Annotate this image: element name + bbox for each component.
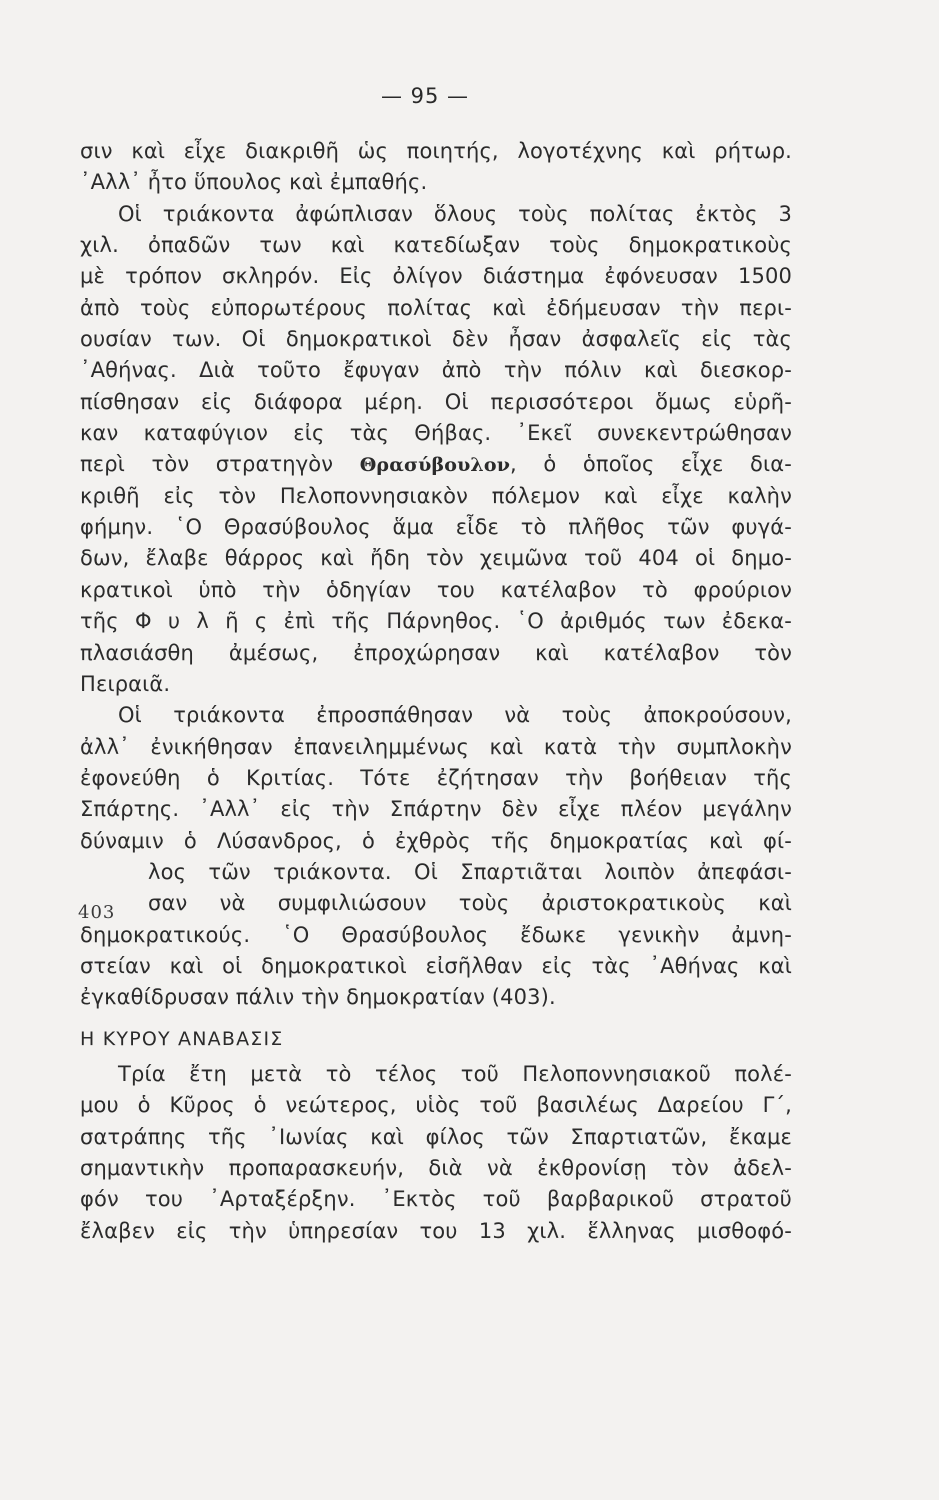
- text-line: Τρία ἔτη μετὰ τὸ τέλος τοῦ Πελοποννησιακοῦ πολέ-: [118, 1061, 792, 1086]
- text-line: [80, 449, 792, 480]
- page-number: — 95 —: [380, 84, 470, 108]
- text-line: ἀλλ᾽ ἐνικήθησαν ἐπανειλημμένως καὶ κατὰ τὴν συμπλοκὴν: [80, 734, 792, 759]
- text-line: καν καταφύγιον εἰς τὰς Θήβας. ᾿Εκεῖ συνεκεντρώθησαν: [80, 421, 792, 446]
- section-heading: Η ΚΥΡΟΥ ΑΝΑΒΑΣΙΣ: [80, 1027, 284, 1050]
- text-line: κρατικοὶ ὑπὸ τὴν ὁδηγίαν του κατέλαβον τὸ φρούριον: [80, 577, 792, 602]
- text-line: ᾿Αθήνας. Διὰ τοῦτο ἔφυγαν ἀπὸ τὴν πόλιν καὶ διεσκορ-: [80, 358, 792, 383]
- text-line: δων, ἔλαβε θάρρος καὶ ἤδη τὸν χειμῶνα τοῦ 404 οἱ δημο-: [80, 546, 792, 571]
- text-line: πίσθησαν εἰς διάφορα μέρη. Οἱ περισσότεροι ὅμως εὑρῆ-: [80, 389, 792, 414]
- text-line: τῆς Φ υ λ ῆ ς ἐπὶ τῆς Πάρνηθος. ῾Ο ἀριθμός των ἐδεκα-: [80, 609, 792, 634]
- text-line: κριθῆ εἰς τὸν Πελοποννησιακὸν πόλεμον καὶ εἶχε καλὴν: [80, 483, 792, 508]
- text-line: δημοκρατικούς. ῾Ο Θρασύβουλος ἔδωκε γενικὴν ἀμνη-: [80, 922, 792, 947]
- text-line: ἀπὸ τοὺς εὐπορωτέρους πολίτας καὶ ἐδήμευσαν τὴν περι-: [80, 295, 792, 320]
- text-line: στείαν καὶ οἱ δημοκρατικοὶ εἰσῆλθαν εἰς τὰς ᾿Αθήνας καὶ: [80, 953, 792, 978]
- text-line: Σπάρτης. ᾿Αλλ᾽ εἰς τὴν Σπάρτην δὲν εἶχε πλέον μεγάλην: [80, 797, 792, 822]
- text-line: σημαντικὴν προπαρασκευήν, διὰ νὰ ἐκθρονίσῃ τὸν ἀδελ-: [80, 1156, 792, 1180]
- text-line: ἐφονεύθη ὁ Κριτίας. Τότε ἐζήτησαν τὴν βοήθειαν τῆς: [80, 765, 792, 790]
- text-line: φόν του ᾿Αρταξέρξην. ᾿Εκτὸς τοῦ βαρβαρικοῦ στρατοῦ: [80, 1187, 792, 1212]
- text-fragment: , ὁ ὁποῖος εἶχε δια-: [510, 452, 793, 477]
- text-line: ουσίαν των. Οἱ δημοκρατικοὶ δὲν ἦσαν ἀσφαλεῖς εἰς τὰς: [80, 327, 792, 352]
- text-line: σαν νὰ συμφιλιώσουν τοὺς ἀριστοκρατικοὺς καὶ: [148, 891, 792, 916]
- text-line: ᾿Αλλ᾽ ἦτο ὕπουλος καὶ ἐμπαθής.: [80, 170, 428, 195]
- margin-year-note: 403: [78, 902, 116, 923]
- text-line: πλασιάσθη ἀμέσως, ἐπροχώρησαν καὶ κατέλαβον τὸν: [80, 640, 792, 665]
- text-line: Οἱ τριάκοντα ἀφώπλισαν ὅλους τοὺς πολίτας ἐκτὸς 3: [118, 201, 792, 226]
- text-line: φήμην. ῾Ο Θρασύβουλος ἅμα εἶδε τὸ πλῆθος τῶν φυγά-: [80, 515, 792, 540]
- text-fragment: περὶ τὸν στρατηγὸν: [80, 452, 334, 477]
- emphasized-name: Θρασύβουλον: [359, 454, 511, 477]
- text-line: Οἱ τριάκοντα ἐπροσπάθησαν νὰ τοὺς ἀποκρούσουν,: [118, 703, 792, 728]
- text-line: χιλ. ὀπαδῶν των καὶ κατεδίωξαν τοὺς δημοκρατικοὺς: [80, 233, 792, 258]
- text-line: ἔλαβεν εἰς τὴν ὑπηρεσίαν του 13 χιλ. ἕλληνας μισθοφό-: [80, 1218, 792, 1243]
- text-line: σατράπης τῆς ᾿Ιωνίας καὶ φίλος τῶν Σπαρτιατῶν, ἔκαμε: [80, 1124, 792, 1149]
- text-line: ἐγκαθίδρυσαν πάλιν τὴν δημοκρατίαν (403).: [80, 985, 556, 1010]
- text-line: μὲ τρόπον σκληρόν. Εἰς ὀλίγον διάστημα ἐφόνευσαν 1500: [80, 264, 792, 289]
- text-line: Πειραιᾶ.: [80, 671, 171, 696]
- text-line: σιν καὶ εἶχε διακριθῆ ὡς ποιητής, λογοτέχνης καὶ ρήτωρ.: [80, 139, 792, 163]
- body-text: [80, 136, 792, 1247]
- text-line: δύναμιν ὁ Λύσανδρος, ὁ ἐχθρὸς τῆς δημοκρατίας καὶ φί-: [80, 828, 792, 853]
- text-line: λος τῶν τριάκοντα. Οἱ Σπαρτιᾶται λοιπὸν ἀπεφάσι-: [148, 859, 792, 884]
- text-line: μου ὁ Κῦρος ὁ νεώτερος, υἱὸς τοῦ βασιλέως Δαρείου Γ´,: [80, 1093, 792, 1118]
